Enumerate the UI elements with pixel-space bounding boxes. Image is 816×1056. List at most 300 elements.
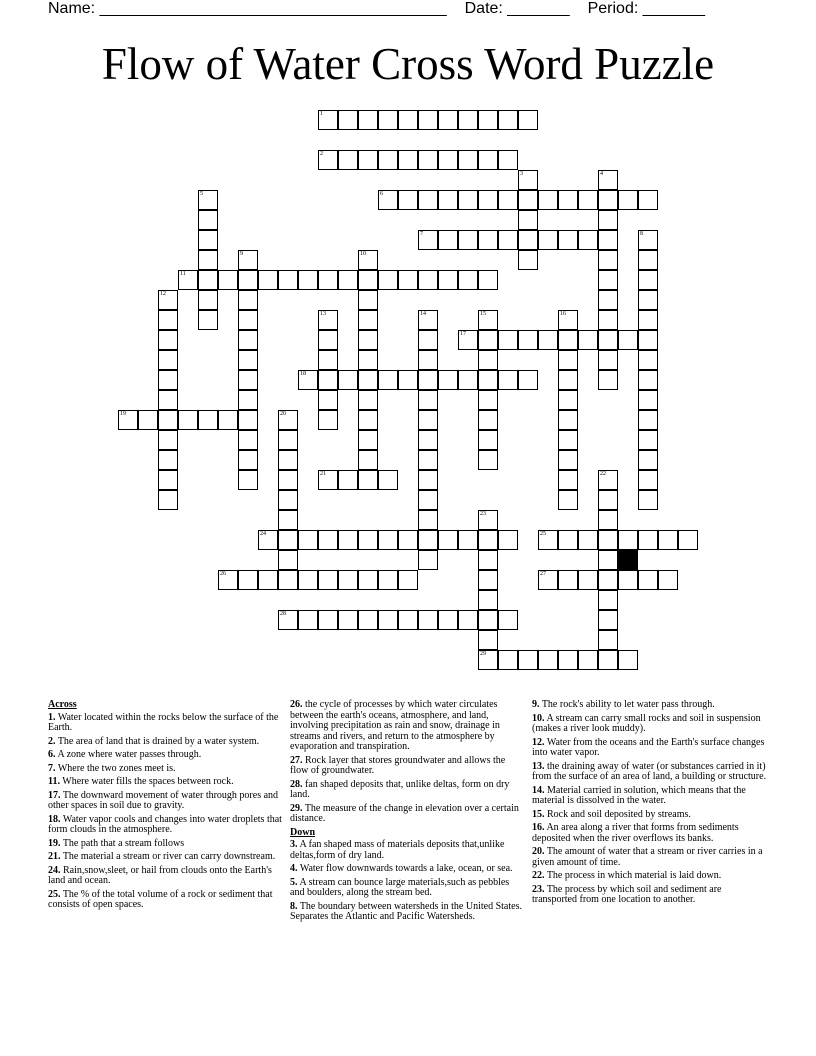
clue-item <box>532 847 768 868</box>
grid-cell[interactable] <box>678 530 698 550</box>
grid-cell[interactable] <box>478 650 498 670</box>
grid-cell[interactable] <box>418 450 438 470</box>
grid-cell[interactable] <box>278 570 298 590</box>
clue-number: 24 <box>260 531 266 537</box>
grid-cell[interactable] <box>318 150 338 170</box>
grid-cell[interactable] <box>318 570 338 590</box>
grid-cell[interactable] <box>458 610 478 630</box>
grid-cell[interactable] <box>238 430 258 450</box>
grid-cell[interactable] <box>578 650 598 670</box>
grid-cell[interactable] <box>338 110 358 130</box>
grid-cell[interactable] <box>418 150 438 170</box>
clue-number-label: 12. <box>532 736 545 748</box>
grid-cell[interactable] <box>358 530 378 550</box>
grid-cell[interactable] <box>598 190 618 210</box>
grid-cell[interactable] <box>478 550 498 570</box>
name-field[interactable]: Name: _______________________________________ <box>48 0 447 17</box>
grid-cell[interactable] <box>158 410 178 430</box>
clue-item <box>290 902 526 923</box>
grid-cell[interactable] <box>358 250 378 270</box>
grid-cell[interactable] <box>558 350 578 370</box>
grid-cell[interactable] <box>338 530 358 550</box>
grid-cell[interactable] <box>318 470 338 490</box>
grid-cell[interactable] <box>238 470 258 490</box>
clue-item <box>290 780 526 801</box>
grid-cell[interactable] <box>538 230 558 250</box>
grid-cell[interactable] <box>418 270 438 290</box>
clue-number-label: 8. <box>290 900 298 912</box>
grid-cell[interactable] <box>358 290 378 310</box>
grid-cell[interactable] <box>278 410 298 430</box>
grid-cell[interactable] <box>498 330 518 350</box>
grid-cell[interactable] <box>618 650 638 670</box>
grid-cell[interactable] <box>298 610 318 630</box>
grid-cell[interactable] <box>518 210 538 230</box>
grid-cell[interactable] <box>178 270 198 290</box>
grid-cell[interactable] <box>158 370 178 390</box>
clue-number-label: 6. <box>48 749 56 760</box>
grid-cell[interactable] <box>338 370 358 390</box>
grid-cell[interactable] <box>478 430 498 450</box>
clue-text: A fan shaped mass of materials deposits that,unlike deltas,form of dry land. <box>290 839 505 861</box>
grid-cell[interactable] <box>638 330 658 350</box>
grid-cell[interactable] <box>258 570 278 590</box>
grid-cell[interactable] <box>318 370 338 390</box>
grid-cell[interactable] <box>478 310 498 330</box>
grid-cell[interactable] <box>598 510 618 530</box>
grid-cell[interactable] <box>478 510 498 530</box>
grid-cell[interactable] <box>478 450 498 470</box>
grid-cell[interactable] <box>298 370 318 390</box>
clue-number-label: 9. <box>532 699 540 710</box>
grid-cell[interactable] <box>198 290 218 310</box>
clue-number: 22 <box>600 471 606 477</box>
grid-cell[interactable] <box>178 410 198 430</box>
grid-cell[interactable] <box>418 390 438 410</box>
grid-cell[interactable] <box>498 530 518 550</box>
grid-cell[interactable] <box>378 110 398 130</box>
grid-cell[interactable] <box>618 190 638 210</box>
grid-cell[interactable] <box>278 270 298 290</box>
grid-cell[interactable] <box>318 350 338 370</box>
grid-cell[interactable] <box>418 410 438 430</box>
grid-cell[interactable] <box>558 310 578 330</box>
grid-cell[interactable] <box>418 230 438 250</box>
grid-cell[interactable] <box>158 450 178 470</box>
clue-number: 19 <box>120 411 126 417</box>
grid-cell[interactable] <box>338 570 358 590</box>
grid-cell[interactable] <box>398 190 418 210</box>
grid-cell[interactable] <box>198 230 218 250</box>
grid-cell[interactable] <box>598 550 618 570</box>
grid-cell[interactable] <box>538 190 558 210</box>
grid-cell[interactable] <box>518 650 538 670</box>
grid-cell[interactable] <box>638 370 658 390</box>
grid-cell[interactable] <box>438 190 458 210</box>
grid-cell[interactable] <box>318 390 338 410</box>
grid-cell[interactable] <box>398 570 418 590</box>
grid-cell[interactable] <box>558 370 578 390</box>
grid-cell[interactable] <box>418 350 438 370</box>
grid-cell[interactable] <box>418 470 438 490</box>
clue-text: Water vapor cools and changes into water droplets that form clouds in the atmosphere. <box>48 813 282 835</box>
grid-cell[interactable] <box>558 410 578 430</box>
grid-cell[interactable] <box>418 330 438 350</box>
grid-cell[interactable] <box>558 530 578 550</box>
grid-cell[interactable] <box>518 110 538 130</box>
grid-cell[interactable] <box>198 410 218 430</box>
grid-cell[interactable] <box>618 570 638 590</box>
grid-cell[interactable] <box>638 430 658 450</box>
grid-cell[interactable] <box>418 190 438 210</box>
grid-cell[interactable] <box>538 530 558 550</box>
grid-cell[interactable] <box>358 310 378 330</box>
grid-cell[interactable] <box>558 230 578 250</box>
grid-cell[interactable] <box>478 110 498 130</box>
grid-cell[interactable] <box>378 270 398 290</box>
grid-cell[interactable] <box>418 530 438 550</box>
grid-cell[interactable] <box>478 150 498 170</box>
grid-cell[interactable] <box>218 270 238 290</box>
grid-cell[interactable] <box>458 530 478 550</box>
grid-cell[interactable] <box>538 650 558 670</box>
grid-cell[interactable] <box>358 330 378 350</box>
grid-cell[interactable] <box>478 270 498 290</box>
grid-cell[interactable] <box>378 370 398 390</box>
grid-cell[interactable] <box>158 290 178 310</box>
grid-cell[interactable] <box>538 330 558 350</box>
grid-cell[interactable] <box>358 390 378 410</box>
grid-cell[interactable] <box>338 470 358 490</box>
grid-cell[interactable] <box>258 270 278 290</box>
clue-number: 23 <box>480 511 486 517</box>
grid-cell[interactable] <box>518 370 538 390</box>
clue-item <box>290 878 526 899</box>
grid-cell[interactable] <box>558 450 578 470</box>
grid-cell[interactable] <box>558 470 578 490</box>
clue-number: 18 <box>300 371 306 377</box>
grid-cell[interactable] <box>638 530 658 550</box>
grid-cell[interactable] <box>438 230 458 250</box>
grid-cell[interactable] <box>598 210 618 230</box>
clue-text: fan shaped deposits that, unlike deltas, form on dry land. <box>290 778 510 800</box>
grid-cell[interactable] <box>238 570 258 590</box>
grid-cell[interactable] <box>558 570 578 590</box>
grid-cell[interactable] <box>478 190 498 210</box>
grid-cell[interactable] <box>578 230 598 250</box>
grid-cell[interactable] <box>558 330 578 350</box>
grid-cell[interactable] <box>598 330 618 350</box>
down-heading: Down <box>290 826 316 838</box>
grid-cell[interactable] <box>318 410 338 430</box>
grid-cell[interactable] <box>358 470 378 490</box>
grid-cell[interactable] <box>378 150 398 170</box>
grid-cell[interactable] <box>478 590 498 610</box>
grid-cell[interactable] <box>458 190 478 210</box>
grid-cell[interactable] <box>378 470 398 490</box>
grid-cell[interactable] <box>658 570 678 590</box>
grid-cell[interactable] <box>478 230 498 250</box>
grid-cell[interactable] <box>278 550 298 570</box>
grid-cell[interactable] <box>558 490 578 510</box>
grid-cell[interactable] <box>238 410 258 430</box>
grid-cell[interactable] <box>598 530 618 550</box>
grid-cell[interactable] <box>518 230 538 250</box>
grid-cell[interactable] <box>318 610 338 630</box>
grid-cell[interactable] <box>358 110 378 130</box>
grid-cell[interactable] <box>378 570 398 590</box>
grid-cell[interactable] <box>298 270 318 290</box>
grid-cell[interactable] <box>138 410 158 430</box>
clue-text: A stream can carry small rocks and soil in suspension (makes a river look muddy). <box>532 712 761 734</box>
grid-cell[interactable] <box>518 330 538 350</box>
grid-cell[interactable] <box>598 270 618 290</box>
grid-cell[interactable] <box>538 570 558 590</box>
grid-cell[interactable] <box>478 370 498 390</box>
period-field[interactable]: Period: _______ <box>587 0 706 17</box>
grid-cell[interactable] <box>578 190 598 210</box>
grid-cell[interactable] <box>638 470 658 490</box>
grid-cell[interactable] <box>458 150 478 170</box>
grid-cell[interactable] <box>238 290 258 310</box>
grid-cell[interactable] <box>598 610 618 630</box>
grid-cell[interactable] <box>358 430 378 450</box>
grid-cell[interactable] <box>338 270 358 290</box>
grid-cell[interactable] <box>398 110 418 130</box>
grid-cell[interactable] <box>598 250 618 270</box>
grid-cell[interactable] <box>498 650 518 670</box>
grid-cell[interactable] <box>478 530 498 550</box>
grid-cell[interactable] <box>238 310 258 330</box>
grid-cell[interactable] <box>198 210 218 230</box>
clue-text: Water flow downwards towards a lake, ocean, or sea. <box>297 863 513 874</box>
grid-cell[interactable] <box>578 530 598 550</box>
clue-item <box>48 737 284 748</box>
grid-cell[interactable] <box>638 570 658 590</box>
grid-cell[interactable] <box>418 550 438 570</box>
clue-number: 1 <box>320 111 323 117</box>
grid-cell[interactable] <box>158 350 178 370</box>
grid-cell[interactable] <box>418 490 438 510</box>
grid-cell[interactable] <box>338 610 358 630</box>
clue-number: 4 <box>600 171 603 177</box>
grid-cell[interactable] <box>558 190 578 210</box>
grid-cell[interactable] <box>638 190 658 210</box>
grid-cell[interactable] <box>198 310 218 330</box>
grid-cell[interactable] <box>278 490 298 510</box>
grid-cell[interactable] <box>118 410 138 430</box>
grid-cell[interactable] <box>598 310 618 330</box>
grid-cell[interactable] <box>498 150 518 170</box>
grid-cell[interactable] <box>518 170 538 190</box>
grid-cell[interactable] <box>158 330 178 350</box>
grid-cell[interactable] <box>238 370 258 390</box>
grid-cell[interactable] <box>618 530 638 550</box>
grid-cell[interactable] <box>198 250 218 270</box>
grid-cell[interactable] <box>158 470 178 490</box>
grid-cell[interactable] <box>458 330 478 350</box>
grid-cell[interactable] <box>258 530 278 550</box>
grid-cell[interactable] <box>618 330 638 350</box>
grid-cell[interactable] <box>418 310 438 330</box>
grid-cell[interactable] <box>238 250 258 270</box>
grid-cell[interactable] <box>398 150 418 170</box>
grid-cell[interactable] <box>358 370 378 390</box>
grid-cell[interactable] <box>218 570 238 590</box>
grid-cell[interactable] <box>478 350 498 370</box>
grid-cell[interactable] <box>638 290 658 310</box>
clue-number-label: 16. <box>532 822 545 833</box>
grid-cell[interactable] <box>578 330 598 350</box>
grid-cell[interactable] <box>558 390 578 410</box>
grid-cell[interactable] <box>198 270 218 290</box>
grid-cell[interactable] <box>338 150 358 170</box>
grid-cell[interactable] <box>598 650 618 670</box>
grid-cell[interactable] <box>478 610 498 630</box>
clue-number-label: 23. <box>532 883 545 895</box>
grid-cell[interactable] <box>238 390 258 410</box>
grid-cell[interactable] <box>518 190 538 210</box>
grid-cell[interactable] <box>478 630 498 650</box>
grid-cell[interactable] <box>318 270 338 290</box>
grid-cell[interactable] <box>238 330 258 350</box>
clue-number: 25 <box>540 531 546 537</box>
grid-cell[interactable] <box>378 190 398 210</box>
grid-cell[interactable] <box>418 610 438 630</box>
grid-cell[interactable] <box>598 490 618 510</box>
grid-cell[interactable] <box>558 430 578 450</box>
grid-cell[interactable] <box>318 110 338 130</box>
grid-cell[interactable] <box>418 430 438 450</box>
grid-cell[interactable] <box>638 390 658 410</box>
grid-cell[interactable] <box>278 510 298 530</box>
grid-cell[interactable] <box>518 250 538 270</box>
grid-cell[interactable] <box>238 450 258 470</box>
grid-cell[interactable] <box>318 530 338 550</box>
grid-cell[interactable] <box>578 570 598 590</box>
grid-cell[interactable] <box>298 530 318 550</box>
grid-cell[interactable] <box>638 350 658 370</box>
grid-cell[interactable] <box>478 390 498 410</box>
grid-cell[interactable] <box>558 650 578 670</box>
grid-cell[interactable] <box>398 530 418 550</box>
clue-text: The process by which soil and sediment are transported from one location to another. <box>532 883 722 905</box>
grid-cell[interactable] <box>278 430 298 450</box>
grid-cell[interactable] <box>358 610 378 630</box>
clue-number: 3 <box>520 171 523 177</box>
grid-cell[interactable] <box>318 310 338 330</box>
clue-item <box>532 700 768 711</box>
grid-cell[interactable] <box>638 410 658 430</box>
grid-cell[interactable] <box>358 350 378 370</box>
grid-cell[interactable] <box>438 110 458 130</box>
clue-text: The area of land that is drained by a water system. <box>55 735 260 747</box>
clue-number-label: 14. <box>532 784 545 796</box>
grid-cell[interactable] <box>458 110 478 130</box>
grid-cell[interactable] <box>278 470 298 490</box>
grid-cell[interactable] <box>498 110 518 130</box>
grid-cell[interactable] <box>498 370 518 390</box>
grid-cell[interactable] <box>478 330 498 350</box>
grid-cell[interactable] <box>498 230 518 250</box>
grid-cell[interactable] <box>358 410 378 430</box>
grid-cell[interactable] <box>238 350 258 370</box>
grid-cell[interactable] <box>458 270 478 290</box>
grid-cell[interactable] <box>198 190 218 210</box>
grid-cell[interactable] <box>658 530 678 550</box>
date-field[interactable]: Date: _______ <box>464 0 570 17</box>
clue-text: The measure of the change in elevation over a certain distance. <box>290 802 519 824</box>
clue-item <box>48 791 284 812</box>
grid-cell[interactable] <box>298 570 318 590</box>
grid-cell[interactable] <box>598 590 618 610</box>
clue-number: 10 <box>360 251 366 257</box>
grid-cell[interactable] <box>598 370 618 390</box>
grid-cell[interactable] <box>458 230 478 250</box>
grid-cell[interactable] <box>158 310 178 330</box>
grid-cell[interactable] <box>418 110 438 130</box>
grid-cell[interactable] <box>598 290 618 310</box>
grid-cell[interactable] <box>438 610 458 630</box>
grid-cell[interactable] <box>438 270 458 290</box>
grid-cell[interactable] <box>378 530 398 550</box>
grid-cell[interactable] <box>158 390 178 410</box>
grid-cell[interactable] <box>598 350 618 370</box>
grid-cell[interactable] <box>398 270 418 290</box>
grid-cell[interactable] <box>438 530 458 550</box>
grid-cell[interactable] <box>398 610 418 630</box>
grid-cell[interactable] <box>478 570 498 590</box>
grid-cell[interactable] <box>158 430 178 450</box>
grid-cell[interactable] <box>218 410 238 430</box>
grid-cell[interactable] <box>418 370 438 390</box>
grid-cell[interactable] <box>358 450 378 470</box>
grid-cell[interactable] <box>478 410 498 430</box>
grid-cell[interactable] <box>278 610 298 630</box>
grid-cell[interactable] <box>638 310 658 330</box>
grid-cell[interactable] <box>278 450 298 470</box>
grid-cell[interactable] <box>438 150 458 170</box>
grid-cell[interactable] <box>358 150 378 170</box>
grid-cell[interactable] <box>598 570 618 590</box>
grid-cell[interactable] <box>638 450 658 470</box>
grid-cell[interactable] <box>318 330 338 350</box>
grid-cell[interactable] <box>398 370 418 390</box>
grid-cell[interactable] <box>498 190 518 210</box>
clue-item <box>48 777 284 788</box>
clue-number: 2 <box>320 151 323 157</box>
grid-cell[interactable] <box>638 270 658 290</box>
grid-cell[interactable] <box>418 510 438 530</box>
grid-cell[interactable] <box>378 610 398 630</box>
grid-cell[interactable] <box>638 490 658 510</box>
grid-cell[interactable] <box>598 230 618 250</box>
grid-cell[interactable] <box>438 370 458 390</box>
grid-cell[interactable] <box>498 610 518 630</box>
grid-cell[interactable] <box>598 170 618 190</box>
grid-cell[interactable] <box>278 530 298 550</box>
clue-item <box>48 890 284 911</box>
grid-cell[interactable] <box>358 570 378 590</box>
grid-cell[interactable] <box>158 490 178 510</box>
grid-cell[interactable] <box>598 470 618 490</box>
grid-cell[interactable] <box>238 270 258 290</box>
grid-cell[interactable] <box>598 630 618 650</box>
grid-cell[interactable] <box>458 370 478 390</box>
grid-cell[interactable] <box>358 270 378 290</box>
grid-cell[interactable] <box>638 230 658 250</box>
grid-cell[interactable] <box>638 250 658 270</box>
